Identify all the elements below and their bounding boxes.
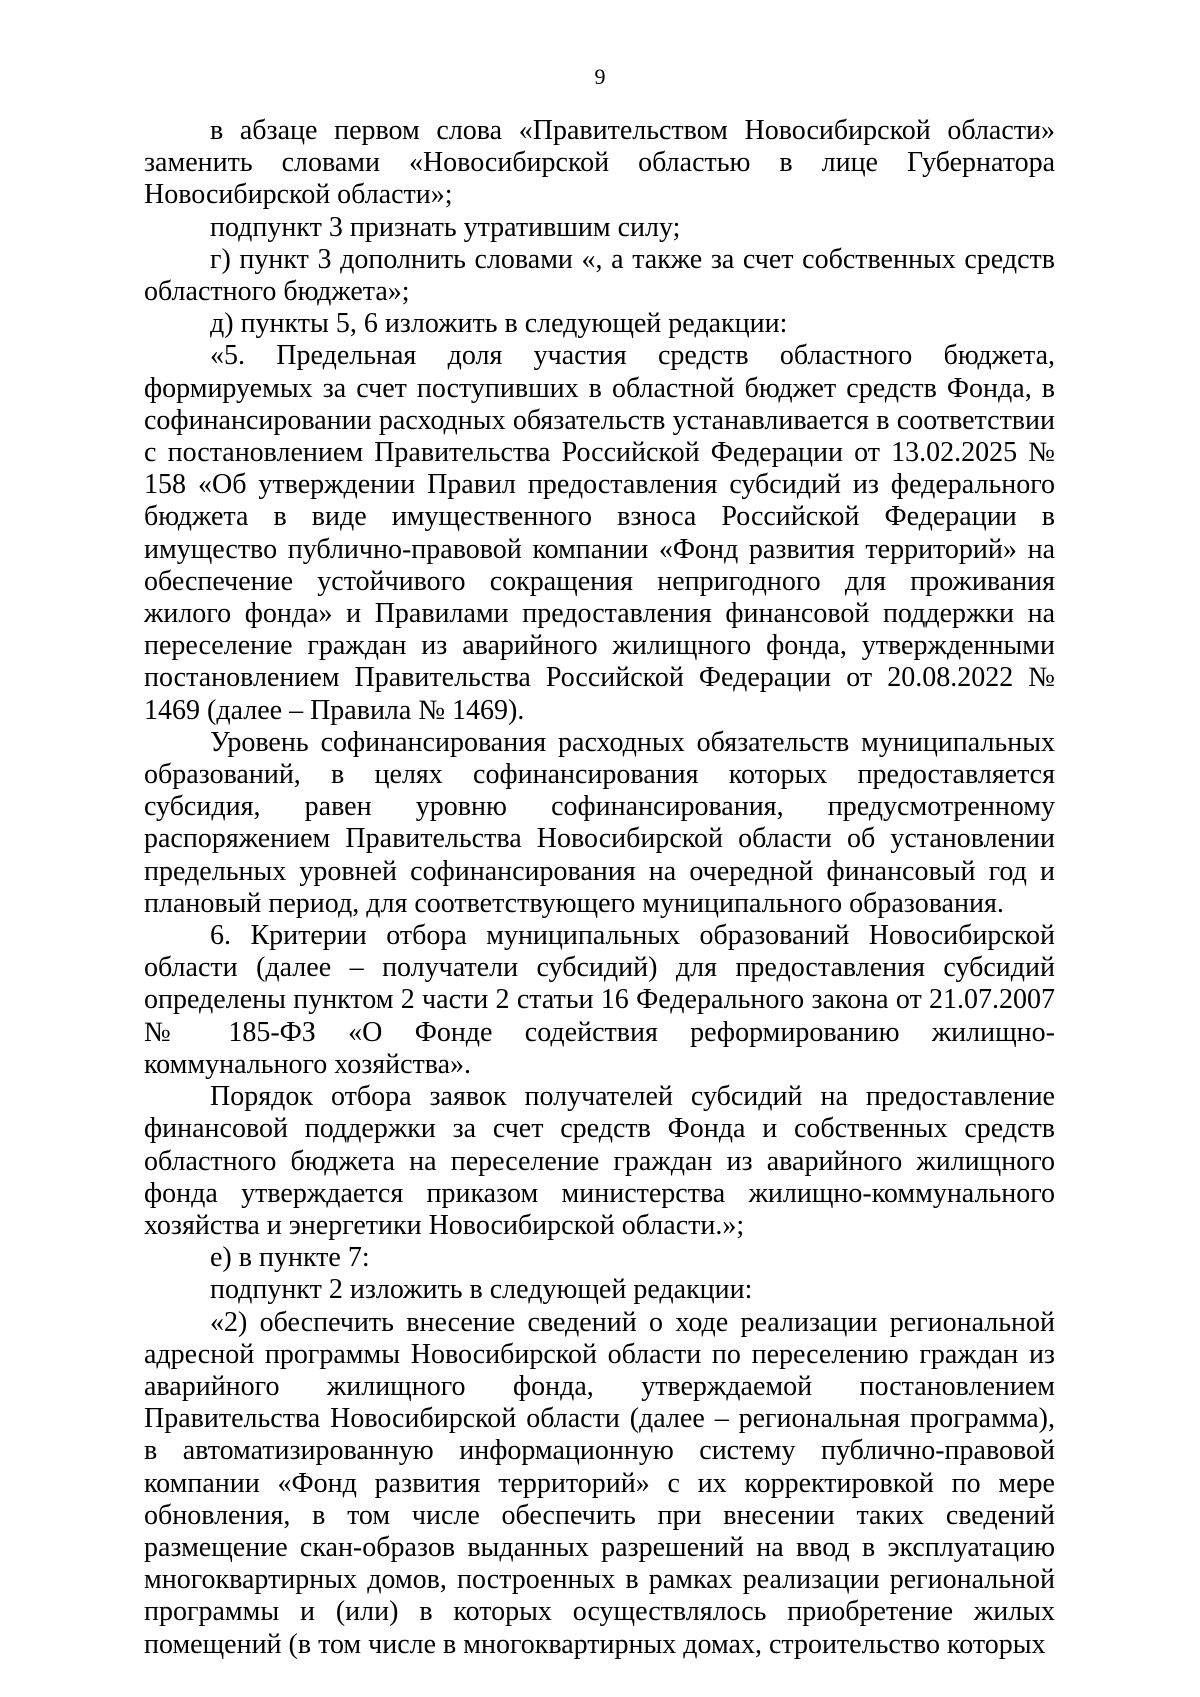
- paragraph-podpunkt-2: подпункт 2 изложить в следующей редакции:: [210, 1274, 753, 1306]
- paragraph-podpunkt-2-text: «2) обеспечить внесение сведений о ходе реализации региональной адресной программы Новосибирской области по переселению граждан из аварийного жилищного фонда, утверждаемой постановлением Правительства Новосибирской области (далее – региональная программа), в автоматизированную информационную систему публично-правовой компании «Фонд развития территорий» с их корректировкой по мере обновления, в том числе обеспечить при внесении таких сведений размещение скан-образов выданных разрешений на ввод в эксплуатацию многоквартирных домов, построенных в рамках реализации региональной программы и (или) в которых осуществлялось приобретение жилых помещений (в том числе в многоквартирных домах, строительство которых: [144, 1306, 1055, 1660]
- paragraph-punkt-6: 6. Критерии отбора муниципальных образований Новосибирской области (далее – получатели субсидий) для предоставления субсидий определены пунктом 2 части 2 статьи 16 Федерального закона от 21.07.2007 № 185-ФЗ «О Фонде содействия реформированию жилищно-коммунального хозяйства».: [144, 920, 1055, 1080]
- paragraph-uroven-sofinansirovaniya: Уровень софинансирования расходных обязательств муниципальных образований, в целях софинансирования которых предоставляется субсидия, равен уровню софинансирования, предусмотренному распоряжением Правительства Новосибирской области об установлении предельных уровней софинансирования на очередной финансовый год и плановый период, для соответствующего муниципального образования.: [144, 726, 1055, 919]
- paragraph-poryadok-otbora: Порядок отбора заявок получателей субсидий на предоставление финансовой поддержки за счет средств Фонда и собственных средств областного бюджета на переселение граждан из аварийного жилищного фонда утверждается приказом министерства жилищно-коммунального хозяйства и энергетики Новосибирской области.»;: [144, 1081, 1055, 1241]
- page-number: 9: [594, 64, 606, 89]
- paragraph-abzac-pervyj: в абзаце первом слова «Правительством Новосибирской области» заменить словами «Новосибирской областью в лице Губернатора Новосибирской области»;: [144, 115, 1055, 211]
- paragraph-g-punkt-3: г) пункт 3 дополнить словами «, а также за счет собственных средств областного бюджета»;: [144, 243, 1055, 308]
- paragraph-podpunkt-3: подпункт 3 признать утратившим силу;: [210, 211, 681, 243]
- document-body: [144, 115, 1055, 1661]
- paragraph-d-punkty-5-6: д) пункты 5, 6 изложить в следующей редакции:: [210, 308, 788, 340]
- paragraph-punkt-5: «5. Предельная доля участия средств областного бюджета, формируемых за счет поступивших в областной бюджет средств Фонда, в софинансировании расходных обязательств устанавливается в соответствии с постановлением Правительства Российской Федерации от 13.02.2025 № 158 «Об утверждении Правил предоставления субсидий из федерального бюджета в виде имущественного взноса Российской Федерации в имущество публично-правовой компании «Фонд развития территорий» на обеспечение устойчивого сокращения непригодного для проживания жилого фонда» и Правилами предоставления финансовой поддержки на переселение граждан из аварийного жилищного фонда, утвержденными постановлением Правительства Российской Федерации от 20.08.2022 № 1469 (далее – Правила № 1469).: [144, 340, 1055, 726]
- paragraph-e-punkt-7: е) в пункте 7:: [210, 1242, 370, 1274]
